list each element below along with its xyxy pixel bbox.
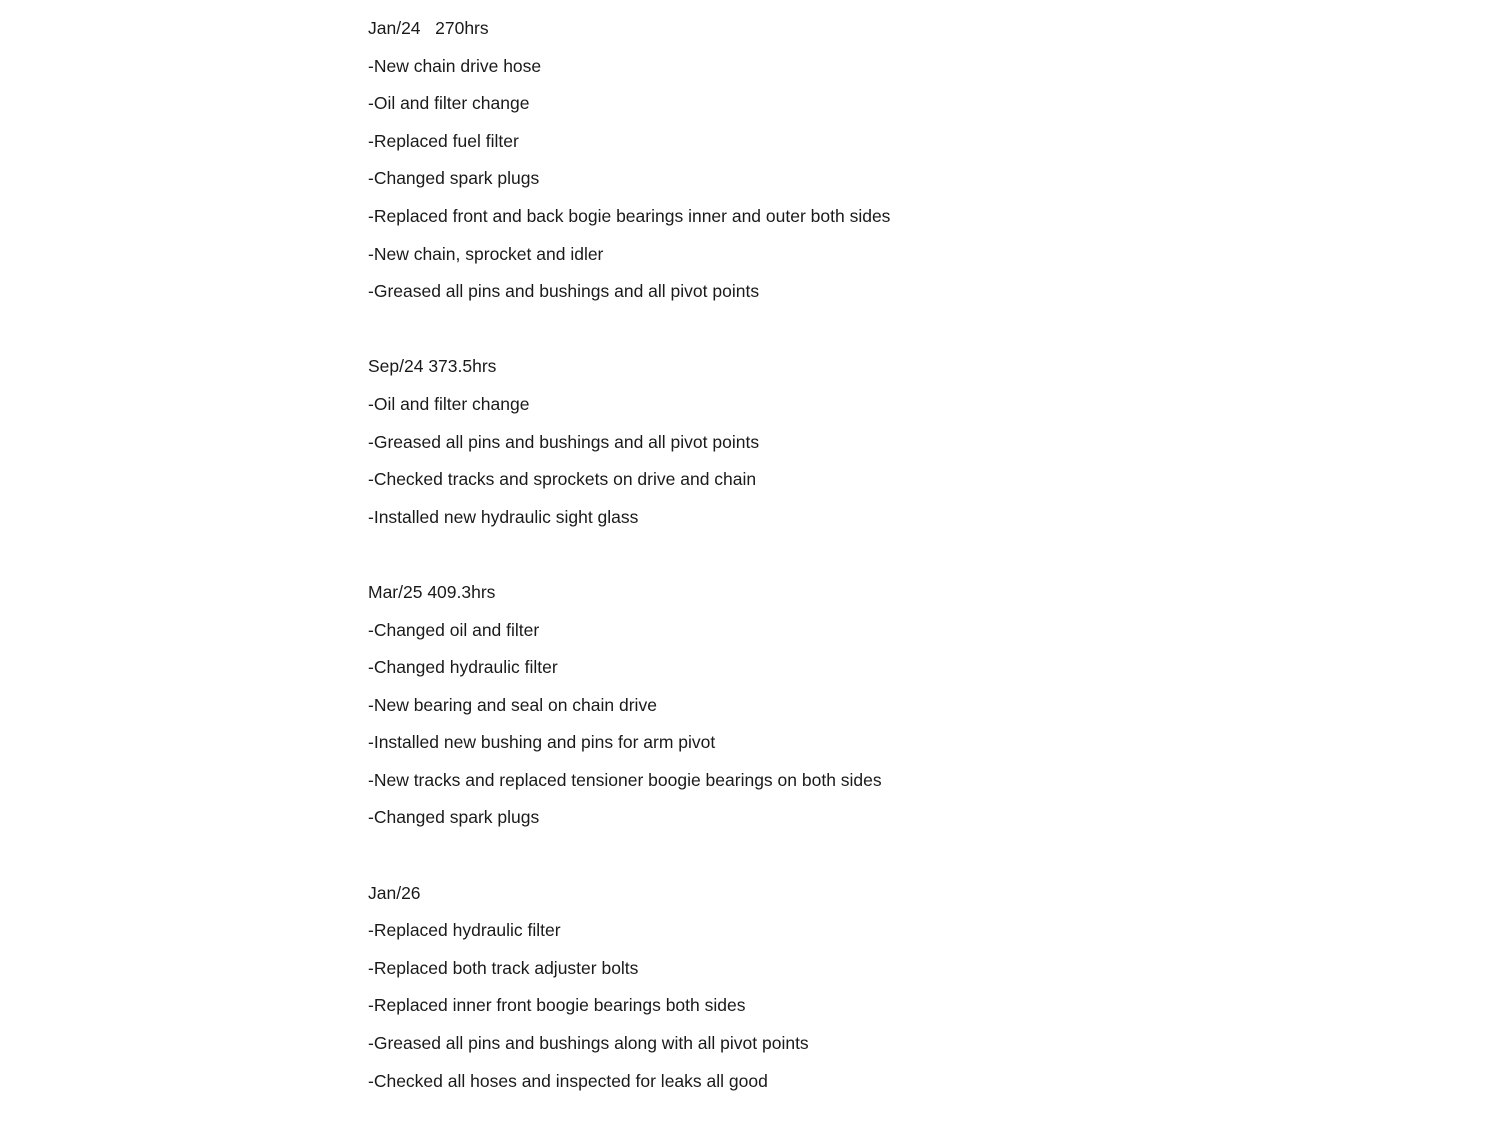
entry-item: -Greased all pins and bushings and all pivot points	[368, 281, 760, 302]
entry-item: -Oil and filter change	[368, 93, 530, 114]
entry-item: -Changed spark plugs	[368, 168, 540, 189]
entry-item: -Oil and filter change	[368, 393, 530, 414]
entry-item: -Installed new hydraulic sight glass	[368, 506, 639, 527]
entry-item: -Replaced fuel filter	[368, 130, 519, 151]
entry-item: -Replaced inner front boogie bearings both sides	[368, 995, 746, 1016]
entry-item: -Changed hydraulic filter	[368, 657, 558, 678]
entry-item: -Replaced both track adjuster bolts	[368, 957, 639, 978]
entry-item: -Changed oil and filter	[368, 619, 540, 640]
entry-item: -Greased all pins and bushings along with all pivot points	[368, 1033, 809, 1054]
entry-item: -New tracks and replaced tensioner boogie bearings on both sides	[368, 769, 882, 790]
blank-line	[368, 317, 1368, 355]
blank-line	[368, 542, 1368, 580]
log-entry-jan26	[368, 881, 1368, 1107]
blank-line	[368, 843, 1368, 881]
entry-heading: Sep/24 373.5hrs	[368, 356, 497, 377]
entry-item: -Changed spark plugs	[368, 807, 540, 828]
entry-heading: Mar/25 409.3hrs	[368, 581, 496, 602]
entry-item: -Greased all pins and bushings and all pivot points	[368, 431, 760, 452]
entry-heading: Jan/26	[368, 882, 421, 903]
entry-heading: Jan/24 270hrs	[368, 18, 489, 38]
entry-item: -Installed new bushing and pins for arm pivot	[368, 732, 716, 753]
log-entry-sep24	[368, 354, 1368, 542]
log-entry-mar25	[368, 580, 1368, 843]
log-entry-jan24	[368, 16, 1368, 317]
entry-item: -New chain, sprocket and idler	[368, 243, 604, 264]
entry-item: -New chain drive hose	[368, 55, 542, 76]
entry-item: -New bearing and seal on chain drive	[368, 694, 657, 715]
entry-item: -Checked tracks and sprockets on drive and chain	[368, 469, 757, 490]
maintenance-log	[368, 16, 1368, 1106]
entry-item: -Replaced hydraulic filter	[368, 920, 561, 941]
entry-item: -Checked all hoses and inspected for leaks all good	[368, 1070, 768, 1091]
entry-item: -Replaced front and back bogie bearings inner and outer both sides	[368, 205, 891, 226]
